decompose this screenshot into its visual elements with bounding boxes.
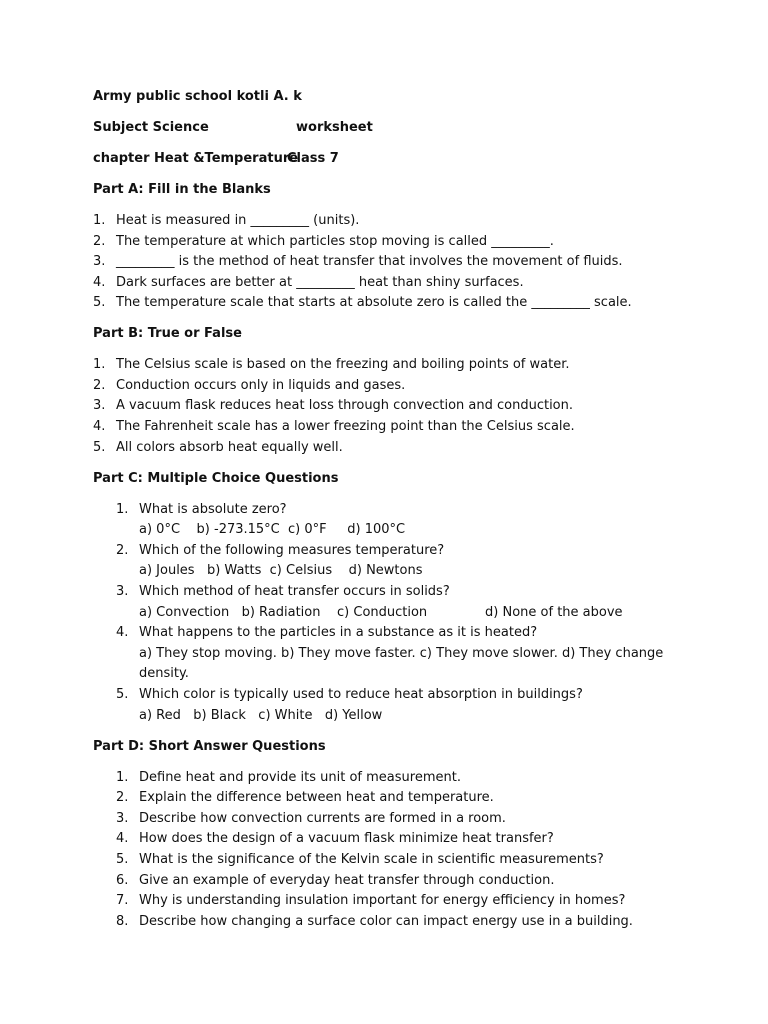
mcq-options: a) Red b) Black c) White d) Yellow xyxy=(139,707,383,723)
class-label: Class 7 xyxy=(287,150,339,166)
list-item: 3. Which method of heat transfer occurs in solids? xyxy=(116,584,450,599)
list-item: 3. Describe how convection currents are formed in a room. xyxy=(116,810,506,826)
list-item: 4. The Fahrenheit scale has a lower freezing point than the Celsius scale. xyxy=(93,419,575,435)
chapter-label: chapter Heat &Temperature xyxy=(93,150,299,166)
list-item: 3. A vacuum flask reduces heat loss through convection and conduction. xyxy=(93,398,573,414)
mcq-options: a) They stop moving. b) They move faster. c) They move slower. d) They change density. xyxy=(139,645,664,682)
list-item: 1. Heat is measured in _________ (units). xyxy=(93,212,360,228)
part-b-title: Part B: True or False xyxy=(93,326,242,342)
school-name: Army public school kotli A. k xyxy=(93,89,302,104)
list-item: 2. Which of the following measures temperature? xyxy=(116,542,445,558)
list-item: 1. What is absolute zero? xyxy=(116,501,287,517)
list-item: 6. Give an example of everyday heat transfer through conduction. xyxy=(116,872,555,888)
part-b-list xyxy=(93,355,713,458)
list-item: 4. What happens to the particles in a substance as it is heated? xyxy=(116,625,538,641)
part-a-title: Part A: Fill in the Blanks xyxy=(93,181,271,197)
list-item: 3. _________ is the method of heat transfer that involves the movement of fluids. xyxy=(93,254,623,270)
list-item: 1. The Celsius scale is based on the freezing and boiling points of water. xyxy=(93,357,570,373)
worksheet-content xyxy=(93,87,713,943)
part-d-title: Part D: Short Answer Questions xyxy=(93,738,326,754)
list-item: 8. Describe how changing a surface color can impact energy use in a building. xyxy=(116,913,633,929)
subject-line xyxy=(93,118,713,139)
worksheet-label: worksheet xyxy=(296,119,373,135)
list-item: 2. Conduction occurs only in liquids and gases. xyxy=(93,377,406,393)
list-item: 5. The temperature scale that starts at absolute zero is called the _________ scale. xyxy=(93,295,632,311)
list-item: 2. The temperature at which particles stop moving is called _________. xyxy=(93,233,554,249)
list-item: 1. Define heat and provide its unit of measurement. xyxy=(116,769,461,785)
mcq-options: a) Joules b) Watts c) Celsius d) Newtons xyxy=(139,563,423,579)
list-item: 4. Dark surfaces are better at _________ heat than shiny surfaces. xyxy=(93,274,524,290)
list-item: 5. All colors absorb heat equally well. xyxy=(93,439,343,455)
list-item: 4. How does the design of a vacuum flask minimize heat transfer? xyxy=(116,831,554,847)
list-item: 7. Why is understanding insulation important for energy efficiency in homes? xyxy=(116,893,626,909)
mcq-options: a) Convection b) Radiation c) Conduction d) None of the above xyxy=(139,604,623,620)
list-item: 5. What is the significance of the Kelvin scale in scientific measurements? xyxy=(116,851,604,867)
part-c-title: Part C: Multiple Choice Questions xyxy=(93,470,339,486)
chapter-line xyxy=(93,149,713,170)
part-c-list xyxy=(93,500,713,727)
list-item: 2. Explain the difference between heat and temperature. xyxy=(116,790,494,806)
part-d-list xyxy=(93,768,713,933)
part-a-list xyxy=(93,211,713,314)
mcq-options: a) 0°C b) -273.15°C c) 0°F d) 100°C xyxy=(139,522,406,538)
list-item: 5. Which color is typically used to reduce heat absorption in buildings? xyxy=(116,686,583,702)
subject-label: Subject Science xyxy=(93,119,209,135)
